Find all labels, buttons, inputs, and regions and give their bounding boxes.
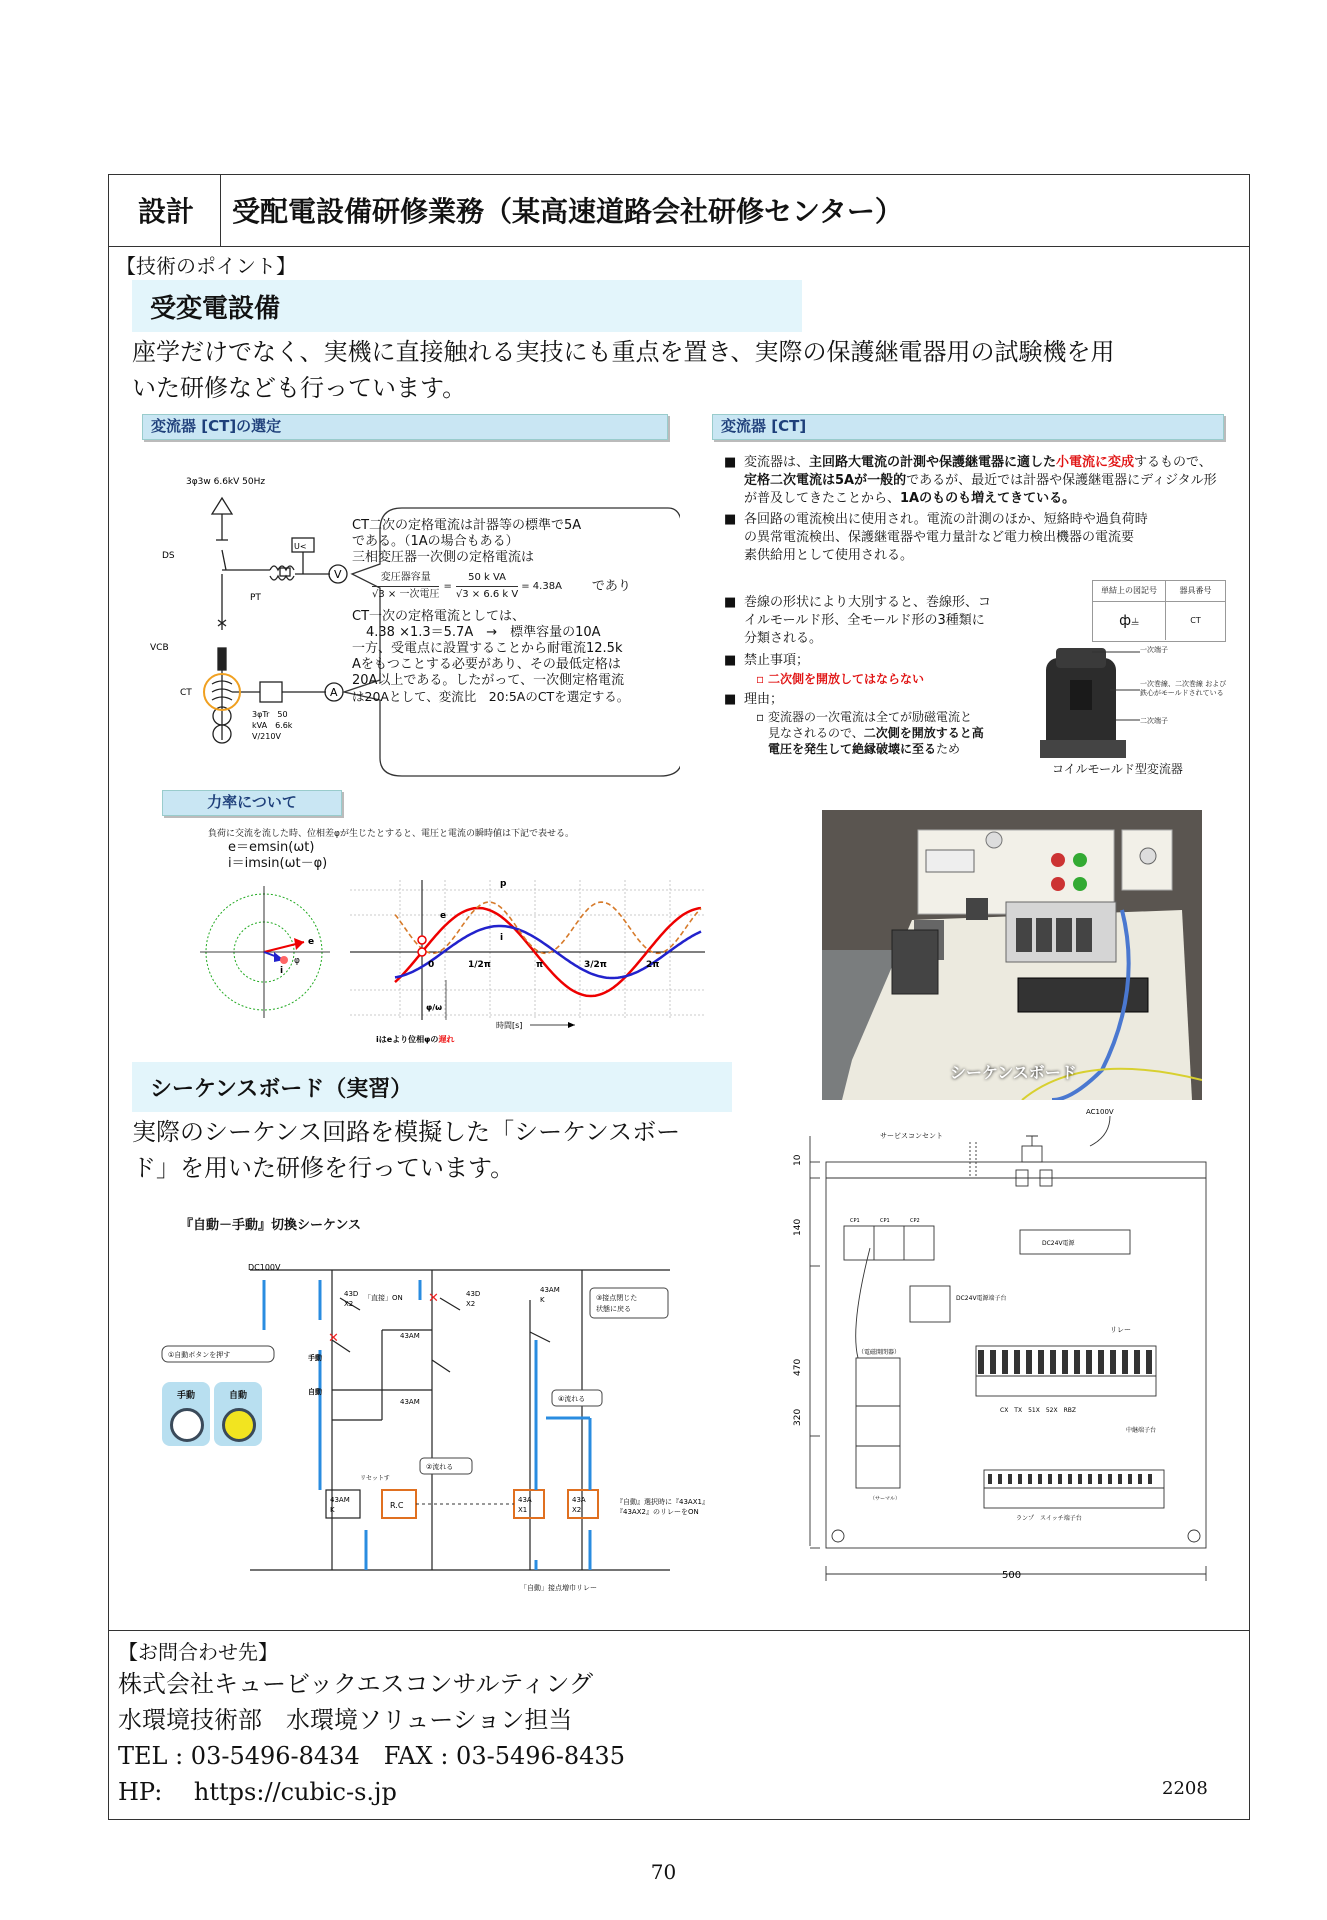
ct-info-list [722,454,1220,565]
time-axis-label: 時間[s] [496,1021,523,1030]
wave-i-label: i [500,933,504,943]
ct-explanation-line5: 4.38 ×1.3＝5.7A → 標準容量の10A [366,625,601,640]
ct-explanation-line3: 三相変圧器一次側の定格電流は [352,550,535,565]
cp-label-3: CP2 [910,1218,920,1224]
manual-button-label: 手動 [176,1391,195,1401]
primary-terminal-label: 一次端子 [1140,646,1168,654]
dc24v-terminal-label: DC24V電源端子台 [956,1295,1007,1302]
device-no-value: CT [1190,616,1201,625]
prohibition-text: 二次側を開放してはならない [767,672,924,686]
auto-button-panel [214,1382,262,1446]
auto-button-label: 自動 [228,1391,247,1401]
relay-43ax2-label: 43A [572,1496,586,1504]
company-name: 株式会社キュービックエスコンサルティング [118,1670,593,1698]
contact-43d-2: 43D [466,1290,481,1298]
dim-320: 320 [793,1408,803,1426]
text: ため [936,742,961,756]
department: 水環境技術部 水環境ソリューション担当 [118,1706,573,1734]
transformer-label-1: 3φTr 50 [252,710,288,719]
ct-info-bullet2-line2: の異常電流検出、保護継電器や電力量計など電力検出機器の電流要 [744,530,1135,545]
cross-mark-icon: ✕ [328,1331,339,1346]
wave-e-label: e [440,911,447,921]
ct-info-bullet3-line2: イルモールド形、全モールド形の3種類に [744,613,985,628]
ct-symbol-icon: ф⫨ [1093,602,1166,640]
text: いる。 [1036,491,1076,506]
step2-label: ②流れる [426,1463,454,1471]
voltage-equation: e＝emsin(ωt) [228,840,315,855]
vcb-label: VCB [150,643,169,653]
section1-heading: 受変電設備 [150,294,281,324]
contact-x2-1: X2 [344,1300,354,1308]
manual-button-panel [162,1382,210,1446]
phasor-phi-label: φ [294,956,300,966]
ds-label: DS [162,551,175,561]
tick-3-half-pi: 3/2π [584,960,607,970]
ct-explanation [352,518,674,705]
section2-heading: シーケンスボード（実習） [150,1077,413,1102]
thermal-label: （サーマル） [870,1496,901,1502]
ct-info-bullet1: ■ 変流器は、主回路大電流の計測や保護継電器に適した小電流に変成するもので、定格二次電流は5Aが一般的であるが、最近では計器や保護継電器にディジタル形が普及してきたことから、1Aのものも増えてきている。 [724,455,1217,506]
transformer-label-2: kVA 6.6k [252,721,293,730]
manual-button[interactable] [170,1408,204,1442]
ct-explanation-line7: Aをもつことする必要があり、その最低定格は [352,657,621,672]
tick-half-pi: 1/2π [468,960,491,970]
page-title: 受配電設備研修業務（某高速道路会社研修センター） [232,195,903,228]
ct-info-bullet2: ■ 各回路の電流検出に使用され。電流の計測のほか、短絡時や過負荷時 の異常電流検出、保護継電器や電力量計など電力検出機器の電流要 素供給用として使用される。 [722,511,1220,565]
section1-body-line1: 座学だけでなく、実機に直接触れる実技にも重点を置き、実際の保護継電器用の試験機を用 [132,338,1115,366]
formula-numerator-2: 50 k VA [456,570,518,587]
text: 小電流に変成 [1056,455,1135,470]
step3-label-2: 状態に戻る [596,1305,631,1313]
dc100v-label: DC100V [248,1263,281,1272]
ct-symbol-table [1092,580,1226,642]
lamp-switch-terminal-label: ランプ スイッチ端子台 [1016,1515,1082,1522]
power-factor-tab: 力率について [162,790,342,816]
reason-label: 理由； [744,692,784,707]
reason-item: ▫ 変流器の一次電流は全てが励磁電流と 見なされるので、二次側を開放すると高 電圧を発生して絶縁破壊に至るため [756,710,984,756]
page-number: 70 [650,1860,677,1884]
coil-mold-ct-image [1030,640,1230,780]
ct-explanation-line4: CT一次の定格電流としては、 [352,609,526,624]
relay-43ax1-label: 43A [518,1496,532,1504]
power-factor-description: 負荷に交流を流した時、位相差φが生じたとすると、電圧と電流の瞬時値は下記で表せる。 [208,829,574,839]
formula-denominator-2: √3 × 6.6 k V [455,589,519,600]
relay-43ax1-label-2: X1 [518,1506,528,1514]
dim-140: 140 [793,1218,803,1236]
contact-43am-1: 43AM [400,1332,420,1340]
phase-delay-label: φ/ω [426,1003,443,1012]
photo-caption: シーケンスボード [950,1063,1077,1082]
lag-note: iはeより位相φの遅れ [376,1035,455,1044]
uc-relay-label: U< [294,542,307,551]
dim-10: 10 [793,1154,803,1166]
relay-label: リレー [1110,1326,1131,1334]
section1-body [132,334,1115,406]
phone-fax: TEL : 03-5496-8434 FAX : 03-5496-8435 [118,1742,625,1770]
power-factor-graph [200,870,710,1050]
text: 変流器の一次電流は全てが励磁電流と [767,710,972,724]
document-code: 2208 [1162,1778,1208,1799]
contact-info [118,1666,625,1810]
service-outlet-label: サービスコンセント [880,1132,943,1140]
step1-label: ①自動ボタンを押す [168,1351,231,1359]
power-factor-equations [228,840,327,872]
voltmeter-label: V [334,568,342,581]
ct-info-bullet4: ■ 禁止事項； ▫ 二次側を開放してはならない [722,652,1022,688]
coil-43amk-label-2: K [330,1506,335,1514]
relay-terminal-label: 中継端子台 [1126,1427,1157,1434]
ct-label: CT [180,688,192,698]
ct-info-bullet2-line3: 素供給用として使用される。 [744,548,914,563]
symbol-col-header: 単結上の図記号 [1093,581,1166,601]
ct-explanation-line9: は20Aとして、変流比 20:5AのCTを選定する。 [352,689,630,704]
contact-43d-1: 43D [344,1290,359,1298]
secondary-terminal-label: 二次端子 [1140,717,1168,725]
contact-43am-k: 43AM [540,1286,560,1294]
contact-divider [108,1630,1250,1631]
text: 護継電器にディジタル形が普及してきたことから、 [744,473,1217,506]
magnetic-contactor-label: （電磁開閉器） [858,1349,901,1356]
header-divider [108,246,1250,247]
formula-result: = 4.38A [521,580,562,592]
ct-explanation-line8: 20A以上である。したがって、一次側定格電流 [352,673,625,688]
text: 定格二次電流は5Aが一般的 [744,473,907,488]
contact-43am-2: 43AM [400,1398,420,1406]
contact-label: 【お問合わせ先】 [118,1640,278,1664]
ct-explanation-line1: CT二次の定格電流は計器等の標準で5A [352,518,582,533]
section2-body-line2: ド」を用いた研修を行っています。 [132,1154,515,1182]
phasor-e-label: e [308,937,315,947]
text: 鉄心がモールドされている [1140,689,1224,697]
category-label: 設計 [137,195,194,228]
pt-label: PT [250,593,261,603]
panel-outline-drawing [780,1106,1230,1584]
current-equation: i＝imsin(ωt－φ) [228,856,328,871]
auto-button[interactable] [222,1408,256,1442]
selector-buttons [162,1382,262,1446]
source-label: 3φ3w 6.6kV 50Hz [186,477,266,487]
formula-tail: であり [591,578,631,594]
formula-numerator-1: 変圧器容量 [372,570,439,587]
relay-names-label: CX TX 51X 52X RBZ [1000,1407,1076,1414]
relay-note-2: 『43AX2』のリレーをON [616,1508,699,1516]
device-no-col-header: 器具番号 [1179,586,1212,595]
section2-body-line1: 実際のシーケンス回路を模擬した「シーケンスボー [132,1118,681,1146]
relay-43ax2-label-2: X2 [572,1506,582,1514]
transformer-label-3: V/210V [252,732,281,741]
cp-label-1: CP1 [850,1218,860,1224]
mold-label [1140,680,1226,698]
text: 変流器は、 [744,455,810,470]
ct-select-tab: 変流器 [CT]の選定 [142,414,668,440]
homepage-link[interactable]: HP: https://cubic-s.jp [118,1778,397,1806]
tick-2pi: 2π [646,960,660,970]
text: 1Aのものも増えてきて [900,491,1037,506]
rc-label: R.C [390,1501,404,1510]
text: 一次巻線、二次巻線 および [1140,680,1227,688]
contact-k: K [540,1296,545,1304]
ct-explanation-line6: 一方、受電点に設置することから耐電流12.5k [352,641,623,656]
reset-label: リセットす [360,1475,390,1482]
ct-info-tab: 変流器 [CT] [712,414,1224,440]
relay-caption: 「自動」接点増巾リレー [520,1584,597,1592]
relay-note-1: 『自動』選択時に『43AX1』 [616,1498,709,1506]
contact-x2-2: X2 [466,1300,476,1308]
ac100v-label: AC100V [1086,1108,1114,1116]
ct-info-bullet3: ■ 巻線の形状により大別すると、巻線形、コ イルモールド形、全モールド形の3種類に 分類される。 [722,594,1022,648]
text: 主回路大電流の計測や保護継電器に適した [809,455,1057,470]
tick-zero: 0 [428,960,435,970]
ct-image-caption: コイルモールド型変流器 [1052,762,1183,776]
coil-43amk-label: 43AM [330,1496,350,1504]
auto-contact-label: 自動 [308,1388,322,1396]
text: 見なされるので、 [768,726,864,740]
tick-pi: π [536,960,544,970]
ct-info-bullet3-line3: 分類される。 [744,631,823,646]
ct-info-bullet2-line1: 各回路の電流検出に使用され。電流の計測のほか、短絡時や過負荷時 [744,512,1148,527]
text: 電圧を発生して絶縁破壊に至る [768,742,937,756]
step4-label: ④流れる [558,1395,586,1403]
sequence-title: 『自動－手動』切換シーケンス [180,1218,361,1233]
ct-info-bullet3-line1: 巻線の形状により大別すると、巻線形、コ [744,595,992,610]
text: であるが、最近では計器や保 [906,473,1076,488]
step3-label: ③接点閉じた [596,1294,638,1302]
dc24v-psu-label: DC24V電源 [1042,1240,1075,1247]
section1-body-line2: いた研修なども行っています。 [132,374,467,402]
dim-470: 470 [793,1358,803,1376]
cross-mark-icon: ✕ [428,1291,439,1306]
manual-contact-label: 手動 [308,1354,322,1362]
ammeter-label: A [330,686,338,699]
ct-info-list-2 [722,594,1022,757]
prohibition-label: 禁止事項； [744,653,810,668]
phasor-i-label: i [280,966,284,976]
rated-current-formula: 変圧器容量 √3 × 一次電圧 = $\frac{\text{50 k VA}}{\text{√3 × 6.6 k V}}$ = 4.38A であり [372,570,674,603]
formula-denominator-1: √3 × 一次電圧 [372,589,440,600]
direct-on-label: 「直接」ON [364,1294,403,1302]
wave-p-label: p [500,879,507,889]
ct-info-bullet5: ■ 理由； ▫ 変流器の一次電流は全てが励磁電流と 見なされるので、二次側を開放すると高 電圧を発生して絶縁破壊に至るため [722,691,1022,757]
cp-label-2: CP1 [880,1218,890,1224]
ct-explanation-line2: である。（1Aの場合もある） [352,534,519,549]
sequence-board-photo [822,810,1202,1100]
prohibition-item: ▫ 二次側を開放してはならない [756,672,924,686]
point-label: 【技術のポイント】 [116,254,296,278]
text: 二次側を開放すると高 [863,726,984,740]
header-column-divider [220,174,221,246]
dim-500: 500 [1002,1570,1022,1581]
section2-body [132,1114,680,1186]
text: するもので、 [1134,455,1212,470]
